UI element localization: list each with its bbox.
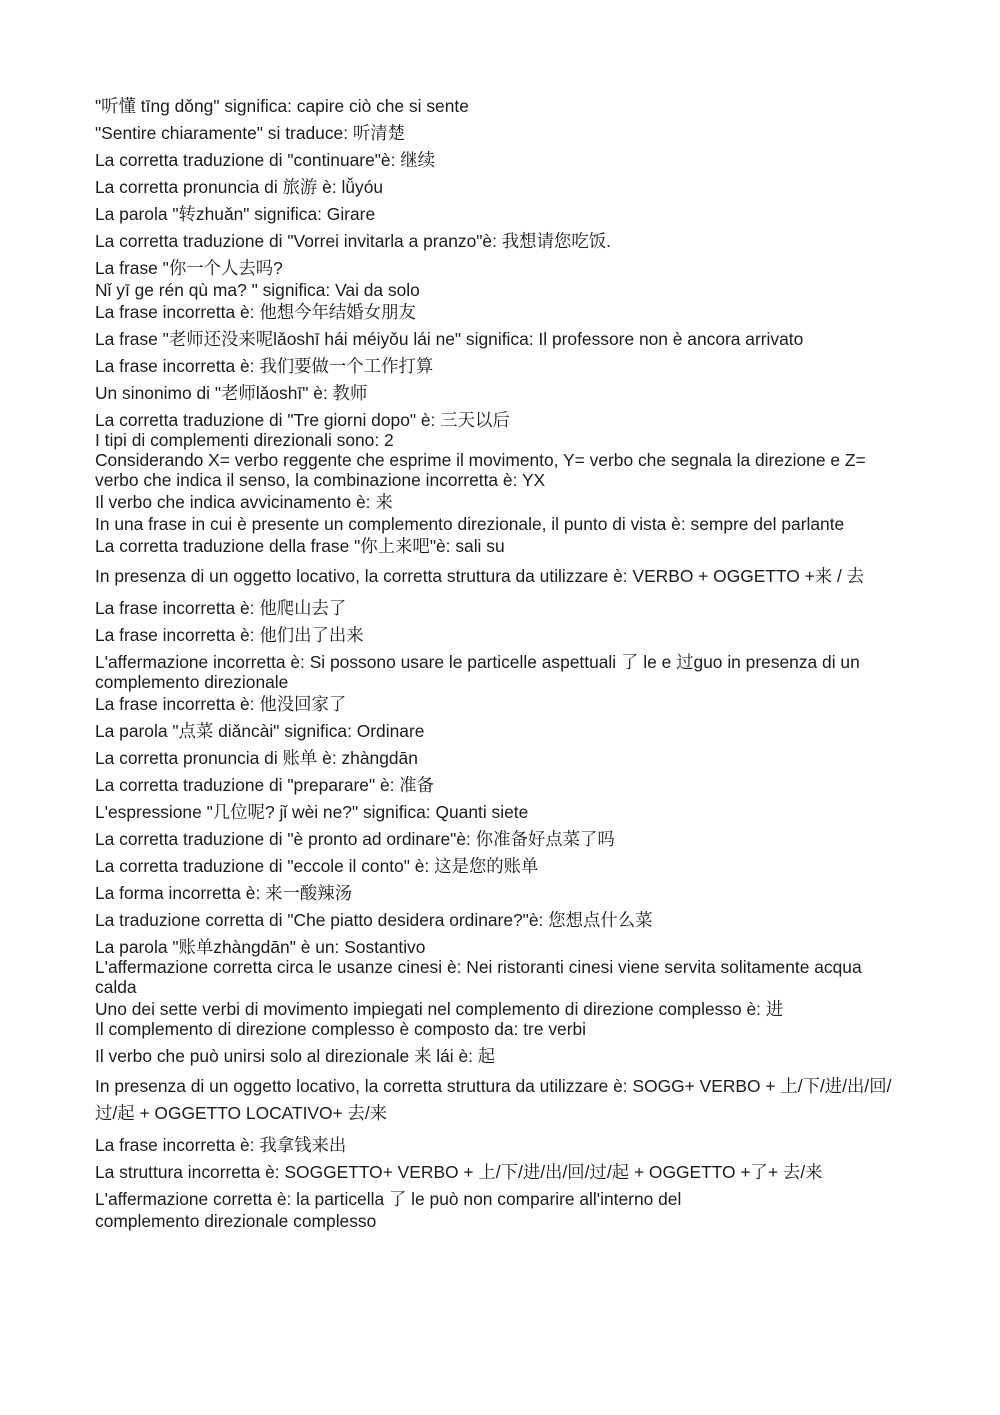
text-line: L'affermazione incorretta è: Si possono usare le particelle aspettuali 了 le e 过guo in presenza di un complemento direzionale: [95, 651, 865, 692]
text-line: Considerando X= verbo reggente che esprime il movimento, Y= verbo che segnala la direzione e Z= verbo che indica il senso, la combinazione incorretta è: YX: [95, 450, 871, 490]
text-line: La corretta pronuncia di 账单 è: zhàngdān: [95, 747, 418, 768]
text-line: Il verbo che può unirsi solo al direzionale 来 lái è: 起: [95, 1045, 496, 1066]
text-line: La frase incorretta è: 他没回家了: [95, 693, 347, 714]
text-line: "Sentire chiaramente" si traduce: 听清楚: [95, 123, 406, 143]
text-line: La corretta traduzione di "è pronto ad ordinare"è: 你准备好点菜了吗: [95, 828, 615, 849]
text-line: complemento direzionale complesso: [95, 1210, 377, 1231]
text-line: La corretta traduzione della frase "你上来吧"è: sali su: [95, 536, 505, 556]
text-line: La frase "老师还没来呢lǎoshī hái méiyǒu lái ne" significa: Il professore non è ancora arrivato: [95, 329, 804, 349]
text-line: L'espressione "几位呢? jǐ wèi ne?" significa: Quanti siete: [95, 801, 529, 822]
text-line: La frase incorretta è: 他爬山去了: [95, 597, 347, 618]
text-line: La corretta traduzione di "eccole il conto" è: 这是您的账单: [95, 855, 539, 876]
text-line: Il verbo che indica avvicinamento è: 来: [95, 492, 393, 512]
document-body: [95, 96, 905, 1231]
text-line: I tipi di complementi direzionali sono: 2: [95, 430, 394, 450]
text-line: La traduzione corretta di "Che piatto desidera ordinare?"è: 您想点什么菜: [95, 909, 653, 930]
text-line: La corretta traduzione di "preparare" è: 准备: [95, 774, 435, 795]
text-line: La frase incorretta è: 他想今年结婚女朋友: [95, 302, 416, 322]
text-line: L'affermazione corretta è: la particella 了 le può non comparire all'interno del: [95, 1188, 682, 1209]
text-line: La parola "转zhuǎn" significa: Girare: [95, 204, 376, 224]
text-line: In presenza di un oggetto locativo, la corretta struttura da utilizzare è: SOGG+ VERBO + 上/下/进/出/回/过/起 + OGGETTO LOCATIVO+ 去/来: [95, 1075, 892, 1123]
text-line: La parola "点菜 diǎncài" significa: Ordinare: [95, 720, 425, 741]
text-line: La corretta traduzione di "Vorrei invitarla a pranzo"è: 我想请您吃饭.: [95, 231, 611, 251]
text-line: Nǐ yī ge rén qù ma? " significa: Vai da solo: [95, 280, 420, 300]
text-line: Uno dei sette verbi di movimento impiegati nel complemento di direzione complesso è: 进: [95, 998, 784, 1019]
text-line: La frase incorretta è: 我拿钱来出: [95, 1134, 347, 1155]
text-line: La frase incorretta è: 我们要做一个工作打算: [95, 356, 434, 376]
text-line: "听懂 tīng dǒng" significa: capire ciò che si sente: [95, 96, 469, 116]
text-line: Un sinonimo di "老师lǎoshī" è: 教师: [95, 383, 368, 403]
text-line: La frase incorretta è: 他们出了出来: [95, 624, 364, 645]
text-line: La parola "账单zhàngdān" è un: Sostantivo: [95, 936, 426, 957]
text-line: Il complemento di direzione complesso è composto da: tre verbi: [95, 1018, 587, 1039]
text-line: In una frase in cui è presente un complemento direzionale, il punto di vista è: sempre del parlante: [95, 514, 845, 534]
text-line: In presenza di un oggetto locativo, la corretta struttura da utilizzare è: VERBO + OGGETTO +来 / 去: [95, 566, 865, 586]
text-line: La corretta pronuncia di 旅游 è: lǚyóu: [95, 177, 384, 197]
text-line: La corretta traduzione di "continuare"è: 继续: [95, 150, 436, 170]
text-line: La forma incorretta è: 来一酸辣汤: [95, 882, 353, 903]
text-line: L'affermazione corretta circa le usanze cinesi è: Nei ristoranti cinesi viene servita solitamente acqua calda: [95, 956, 867, 997]
text-line: La frase "你一个人去吗?: [95, 258, 283, 278]
text-line: La struttura incorretta è: SOGGETTO+ VERBO + 上/下/进/出/回/过/起 + OGGETTO +了+ 去/来: [95, 1161, 823, 1182]
text-line: La corretta traduzione di "Tre giorni dopo" è: 三天以后: [95, 410, 510, 430]
